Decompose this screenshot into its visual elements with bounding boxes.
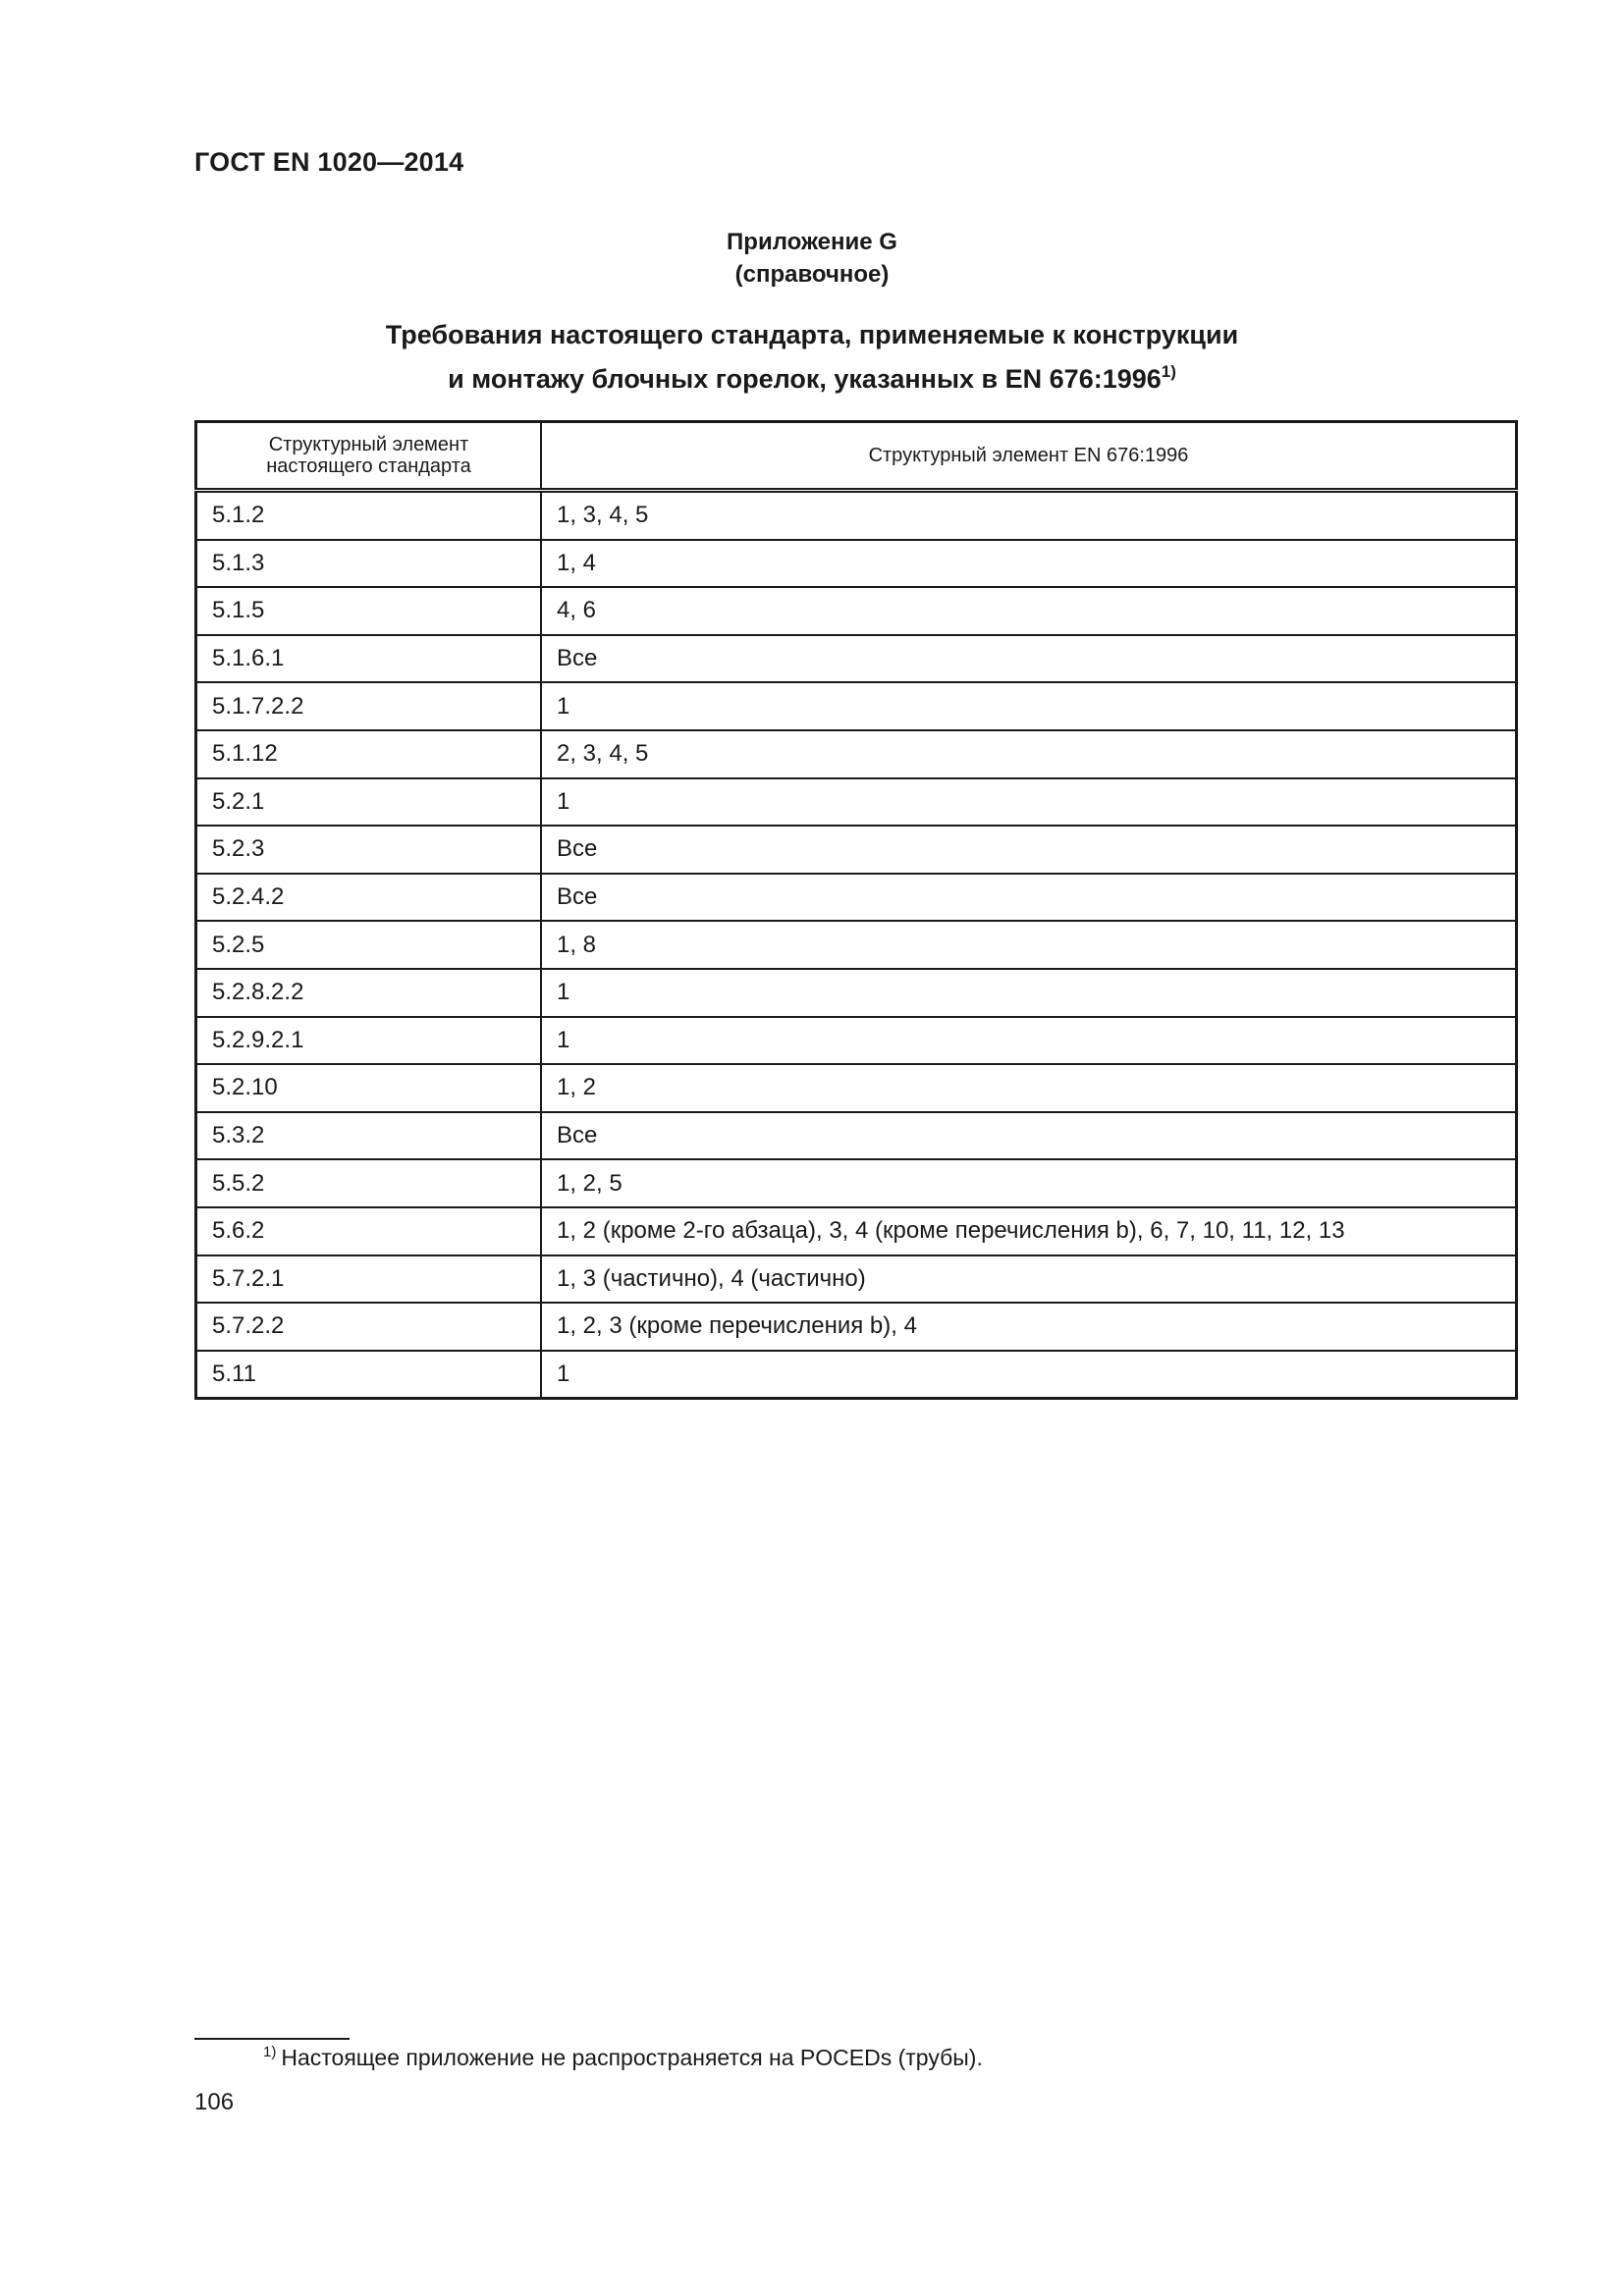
cell-en676-element: Все <box>541 826 1517 874</box>
cell-en676-element: 1, 3, 4, 5 <box>541 491 1517 540</box>
cell-standard-element: 5.2.3 <box>196 826 542 874</box>
footnote-divider <box>194 2038 350 2040</box>
cell-en676-element: 1 <box>541 969 1517 1017</box>
footnote-marker: 1) <box>263 2044 277 2060</box>
table-row <box>196 682 1517 730</box>
cell-standard-element: 5.1.2 <box>196 491 542 540</box>
cell-standard-element: 5.2.4.2 <box>196 874 542 922</box>
cell-en676-element: 1, 2 (кроме 2-го абзаца), 3, 4 (кроме перечисления b), 6, 7, 10, 11, 12, 13 <box>541 1207 1517 1255</box>
cell-standard-element: 5.2.1 <box>196 778 542 827</box>
table-row <box>196 1017 1517 1065</box>
table-row <box>196 635 1517 683</box>
cell-standard-element: 5.6.2 <box>196 1207 542 1255</box>
cell-standard-element: 5.1.12 <box>196 730 542 778</box>
cell-en676-element: 2, 3, 4, 5 <box>541 730 1517 778</box>
table-row <box>196 1255 1517 1304</box>
cell-en676-element: Все <box>541 874 1517 922</box>
table-row <box>196 969 1517 1017</box>
cell-en676-element: 1, 3 (частично), 4 (частично) <box>541 1255 1517 1304</box>
table-row <box>196 1159 1517 1207</box>
title-line-2 <box>0 353 1624 398</box>
table-row <box>196 540 1517 588</box>
cell-en676-element: 4, 6 <box>541 587 1517 635</box>
page-title <box>0 316 1624 398</box>
header-cell-en676-element: Структурный элемент EN 676:1996 <box>541 422 1517 491</box>
footnote-text: Настоящее приложение не распространяется на POCEDs (трубы). <box>281 2045 983 2070</box>
appendix-type: (справочное) <box>734 261 890 288</box>
cell-standard-element: 5.7.2.1 <box>196 1255 542 1304</box>
title-footnote-ref: 1) <box>1161 362 1176 381</box>
table-row <box>196 730 1517 778</box>
footnote <box>263 2044 983 2071</box>
cell-standard-element: 5.5.2 <box>196 1159 542 1207</box>
header-cell-line: настоящего стандарта <box>266 455 471 477</box>
cell-en676-element: 1, 4 <box>541 540 1517 588</box>
table-row <box>196 778 1517 827</box>
cell-standard-element: 5.2.10 <box>196 1064 542 1112</box>
cell-standard-element: 5.7.2.2 <box>196 1303 542 1351</box>
cell-standard-element: 5.1.7.2.2 <box>196 682 542 730</box>
title-line-1: Требования настоящего стандарта, применяемые к конструкции <box>385 320 1239 349</box>
table-row <box>196 1351 1517 1399</box>
cell-standard-element: 5.3.2 <box>196 1112 542 1160</box>
table-row <box>196 1064 1517 1112</box>
table-row <box>196 874 1517 922</box>
cell-en676-element: 1 <box>541 682 1517 730</box>
title-line-2-text: и монтажу блочных горелок, указанных в EN 676:1996 <box>448 364 1162 394</box>
table-row <box>196 826 1517 874</box>
table-row <box>196 587 1517 635</box>
header-cell-standard-element <box>196 422 542 491</box>
cell-en676-element: 1, 2, 5 <box>541 1159 1517 1207</box>
table-body <box>196 491 1517 1399</box>
correspondence-table <box>194 420 1518 1400</box>
page-number: 106 <box>194 2089 235 2115</box>
table-row <box>196 491 1517 540</box>
cell-en676-element: 1, 2 <box>541 1064 1517 1112</box>
table-row <box>196 1207 1517 1255</box>
table-row <box>196 1303 1517 1351</box>
cell-standard-element: 5.1.5 <box>196 587 542 635</box>
table-header-row <box>196 422 1517 491</box>
cell-en676-element: 1, 8 <box>541 921 1517 969</box>
appendix-label: Приложение G <box>727 229 897 255</box>
cell-en676-element: 1 <box>541 778 1517 827</box>
cell-standard-element: 5.11 <box>196 1351 542 1399</box>
cell-standard-element: 5.2.5 <box>196 921 542 969</box>
cell-en676-element: 1 <box>541 1017 1517 1065</box>
cell-en676-element: Все <box>541 1112 1517 1160</box>
header-cell-line: Структурный элемент <box>268 434 469 455</box>
cell-standard-element: 5.1.3 <box>196 540 542 588</box>
cell-en676-element: Все <box>541 635 1517 683</box>
cell-standard-element: 5.2.8.2.2 <box>196 969 542 1017</box>
standard-header: ГОСТ EN 1020—2014 <box>194 147 464 177</box>
cell-en676-element: 1, 2, 3 (кроме перечисления b), 4 <box>541 1303 1517 1351</box>
cell-standard-element: 5.1.6.1 <box>196 635 542 683</box>
appendix-heading <box>0 226 1624 291</box>
table-row <box>196 1112 1517 1160</box>
table-row <box>196 921 1517 969</box>
cell-en676-element: 1 <box>541 1351 1517 1399</box>
cell-standard-element: 5.2.9.2.1 <box>196 1017 542 1065</box>
